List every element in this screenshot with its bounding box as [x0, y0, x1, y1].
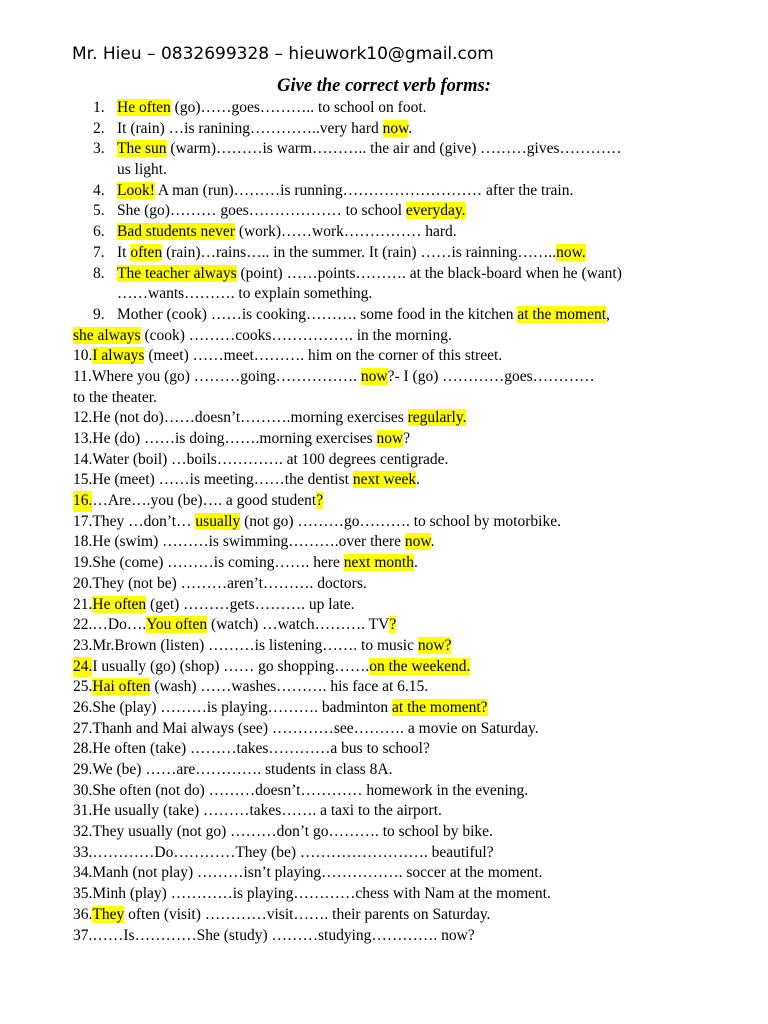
- highlighted-text: now?: [417, 636, 452, 654]
- exercise-number: 21.: [73, 595, 93, 613]
- exercise-text: ,: [606, 305, 610, 323]
- exercise-number: 3.: [93, 140, 105, 158]
- exercise-line: [73, 657, 713, 678]
- exercise-line: [93, 160, 713, 181]
- exercise-number: 15.: [73, 471, 93, 489]
- exercise-text: ……Is…………She (study) ………studying…………. now?: [92, 926, 475, 944]
- exercise-text: …………Do…………They (be) ……………………. beautiful?: [92, 843, 494, 861]
- exercise-text: (point) ……points………. at the black-board when he (want): [236, 264, 622, 282]
- exercise-text: He usually (take) ………takes……. a taxi to the airport.: [92, 802, 442, 820]
- exercise-text: He (swim) ………is swimming……….over there: [92, 533, 405, 551]
- highlighted-text: Hai often: [92, 678, 151, 696]
- exercise-text: They (not be) ………aren’t………. doctors.: [92, 574, 367, 592]
- exercise-number: 5.: [93, 202, 105, 220]
- exercise-text: ……wants………. to explain something.: [117, 285, 373, 303]
- exercise-line: [73, 367, 713, 388]
- exercise-text: ?: [403, 430, 411, 447]
- highlighted-text: now: [360, 367, 388, 385]
- exercise-number: 10.: [73, 347, 93, 365]
- highlighted-text: regularly.: [407, 409, 467, 427]
- highlighted-text: Bad students never: [117, 223, 235, 241]
- highlighted-text: Look!: [117, 181, 155, 199]
- highlighted-text: next month: [343, 554, 414, 572]
- exercise-number: 7.: [93, 243, 105, 261]
- exercise-text: Mr.Brown (listen) ………is listening……. to music: [92, 636, 418, 654]
- exercise-number: 20.: [73, 574, 93, 592]
- exercise-text: It (rain) …is ranining…………..very hard: [117, 119, 383, 137]
- exercise-line: [73, 388, 713, 409]
- exercise-number: 12.: [73, 409, 93, 427]
- exercise-line: [73, 450, 713, 471]
- highlighted-text: she always: [73, 326, 141, 344]
- exercise-text: (meet) ……meet………. him on the corner of this street.: [144, 347, 503, 365]
- exercise-line: [73, 429, 713, 450]
- exercise-line: [73, 574, 713, 595]
- exercise-line: [73, 491, 713, 512]
- highlighted-text: at the moment?: [392, 698, 488, 716]
- highlighted-text: often: [130, 243, 163, 261]
- exercise-number: 34.: [73, 864, 93, 882]
- exercise-number: 8.: [93, 264, 105, 282]
- highlighted-text: I always: [92, 347, 145, 365]
- highlighted-text: now: [382, 119, 409, 137]
- exercise-number: 31.: [73, 802, 93, 820]
- exercise-number: 19.: [73, 554, 93, 572]
- exercise-text: He (meet) ……is meeting……the dentist: [92, 471, 353, 489]
- exercise-number: 26.: [73, 698, 93, 716]
- exercise-number: 4.: [93, 181, 105, 199]
- exercise-number: 16.: [73, 491, 92, 512]
- exercise-line: [73, 532, 713, 553]
- highlighted-text: at the moment: [517, 305, 607, 323]
- exercise-line: [73, 843, 713, 864]
- exercise-text: She (go)……… goes……………… to school: [117, 202, 406, 220]
- exercise-text: They usually (not go) ………don’t go………. to school by bike.: [92, 823, 493, 841]
- exercise-number: 23.: [73, 636, 93, 654]
- exercise-line: [73, 926, 713, 947]
- exercise-text: Minh (play) …………is playing…………chess with Nam at the moment.: [92, 885, 551, 903]
- exercise-line: [73, 636, 713, 657]
- exercise-text: .: [413, 554, 418, 572]
- exercise-text: (watch) …watch………. TV: [207, 616, 390, 634]
- exercise-text: She (come) ………is coming……. here: [92, 554, 344, 572]
- exercise-text: I usually (go) (shop) …… go shopping…….: [92, 657, 370, 675]
- exercise-number: 28.: [73, 740, 93, 758]
- exercise-text: They …don’t…: [92, 512, 196, 530]
- highlighted-text: usually: [195, 512, 241, 530]
- exercise-line: [93, 222, 713, 243]
- exercise-number: 25.: [73, 678, 93, 696]
- exercise-text: Where you (go) ………going…………….: [91, 367, 361, 385]
- exercise-line: [73, 470, 713, 491]
- exercise-text: (warm)………is warm……….. the air and (give) ………gives…………: [166, 140, 622, 158]
- exercise-line: [93, 119, 713, 140]
- exercise-line: [73, 801, 713, 822]
- exercise-line: [73, 346, 713, 367]
- exercise-line: [73, 595, 713, 616]
- exercise-text: (cook) ………cooks……………. in the morning.: [140, 326, 452, 344]
- exercise-number: 37.: [73, 926, 93, 944]
- exercise-number: 14.: [73, 450, 93, 468]
- exercise-number: 17.: [73, 512, 93, 530]
- highlighted-text: on the weekend.: [369, 657, 471, 675]
- exercise-text: .: [408, 119, 413, 137]
- exercise-text: He often (take) ………takes…………a bus to school?: [92, 740, 430, 758]
- exercise-text: (go)……goes……….. to school on foot.: [170, 99, 427, 116]
- exercise-line: [73, 408, 713, 429]
- exercise-line: [93, 243, 713, 264]
- exercise-text: often (visit) …………visit……. their parents on Saturday.: [124, 905, 491, 923]
- worksheet-title: Give the correct verb forms:: [277, 76, 491, 96]
- exercise-text: It: [117, 243, 131, 261]
- exercise-text: She (play) ………is playing………. badminton: [92, 698, 393, 716]
- highlighted-text: He often: [92, 595, 147, 613]
- exercise-text: (get) ………gets………. up late.: [146, 595, 355, 613]
- exercise-text: A man (run)………is running……………………… after the train.: [154, 181, 574, 199]
- exercise-text: (not go) ………go………. to school by motorbike.: [240, 512, 561, 530]
- exercise-line: [93, 139, 713, 160]
- exercise-line: [73, 719, 713, 740]
- exercise-line: [93, 305, 713, 326]
- exercise-number: 6.: [93, 223, 105, 241]
- exercise-text: Water (boil) …boils…………. at 100 degrees centigrade.: [92, 450, 449, 468]
- exercise-text: (rain)…rains….. in the summer. It (rain) ……is rainning……..: [162, 243, 557, 261]
- highlighted-text: He often: [117, 99, 171, 116]
- exercise-line: [73, 512, 713, 533]
- exercise-number: 18.: [73, 533, 93, 551]
- author-header: Mr. Hieu – 0832699328 – hieuwork10@gmail.com: [72, 44, 494, 64]
- exercise-number: 1.: [93, 99, 105, 116]
- exercise-line: [73, 760, 713, 781]
- exercise-number: 30.: [73, 781, 93, 799]
- exercise-line: [93, 284, 713, 305]
- highlighted-text: now.: [556, 243, 586, 261]
- exercise-line: [73, 615, 713, 636]
- exercise-number: 24.: [73, 657, 92, 678]
- exercise-text: us light.: [117, 161, 167, 179]
- exercise-number: 36.: [73, 905, 93, 923]
- exercise-text: .: [416, 471, 420, 489]
- exercise-text: …Are….you (be)…. a good student: [92, 492, 317, 510]
- exercise-number: 9.: [93, 305, 105, 323]
- exercise-text: to the theater.: [73, 388, 157, 406]
- exercise-line: [73, 326, 713, 347]
- highlighted-text: next week: [352, 471, 417, 489]
- exercise-line: [73, 739, 713, 760]
- highlighted-text: now: [404, 533, 431, 551]
- exercise-line: [73, 677, 713, 698]
- exercise-line: [93, 98, 713, 119]
- exercise-text: (wash) ……washes………. his face at 6.15.: [150, 678, 429, 696]
- highlighted-text: They: [92, 905, 125, 923]
- highlighted-text: ?: [389, 616, 397, 634]
- exercise-text: He (not do)……doesn’t……….morning exercises: [92, 409, 408, 427]
- highlighted-text: now: [376, 430, 404, 447]
- exercise-number: 33.: [73, 843, 93, 861]
- exercise-line: [93, 201, 713, 222]
- exercise-text: Manh (not play) ………isn’t playing……………. soccer at the moment.: [92, 864, 543, 882]
- exercise-number: 2.: [93, 119, 105, 137]
- exercise-number: 13.: [73, 430, 93, 447]
- exercise-line: [73, 698, 713, 719]
- exercise-text: She often (not do) ………doesn’t………… homework in the evening.: [92, 781, 529, 799]
- exercise-text: …Do….: [92, 616, 147, 634]
- exercise-number: 11.: [73, 367, 92, 385]
- exercise-line: [73, 905, 713, 926]
- highlighted-text: The teacher always: [117, 264, 237, 282]
- exercise-number: 22.: [73, 616, 93, 634]
- highlighted-text: ?: [316, 492, 324, 510]
- exercise-text: ?- I (go) …………goes…………: [387, 367, 595, 385]
- exercise-line: [73, 781, 713, 802]
- exercise-number: 29.: [73, 761, 93, 778]
- exercise-line: [73, 863, 713, 884]
- highlighted-text: everyday.: [405, 202, 466, 220]
- exercise-number: 27.: [73, 719, 93, 737]
- highlighted-text: The sun: [117, 140, 167, 158]
- exercise-text: (work)……work…………… hard.: [234, 223, 457, 241]
- exercise-text: Mother (cook) ……is cooking………. some food in the kitchen: [117, 305, 518, 323]
- exercise-list: [73, 98, 713, 946]
- exercise-number: 35.: [73, 885, 93, 903]
- exercise-line: [93, 181, 713, 202]
- exercise-text: Thanh and Mai always (see) …………see………. a movie on Saturday.: [92, 719, 539, 737]
- exercise-line: [93, 264, 713, 285]
- exercise-text: He (do) ……is doing…….morning exercises: [92, 430, 377, 447]
- exercise-line: [73, 822, 713, 843]
- exercise-number: 32.: [73, 823, 93, 841]
- highlighted-text: You often: [146, 616, 208, 634]
- exercise-line: [73, 884, 713, 905]
- exercise-text: .: [430, 533, 435, 551]
- exercise-line: [73, 553, 713, 574]
- exercise-text: We (be) ……are…………. students in class 8A.: [92, 761, 393, 778]
